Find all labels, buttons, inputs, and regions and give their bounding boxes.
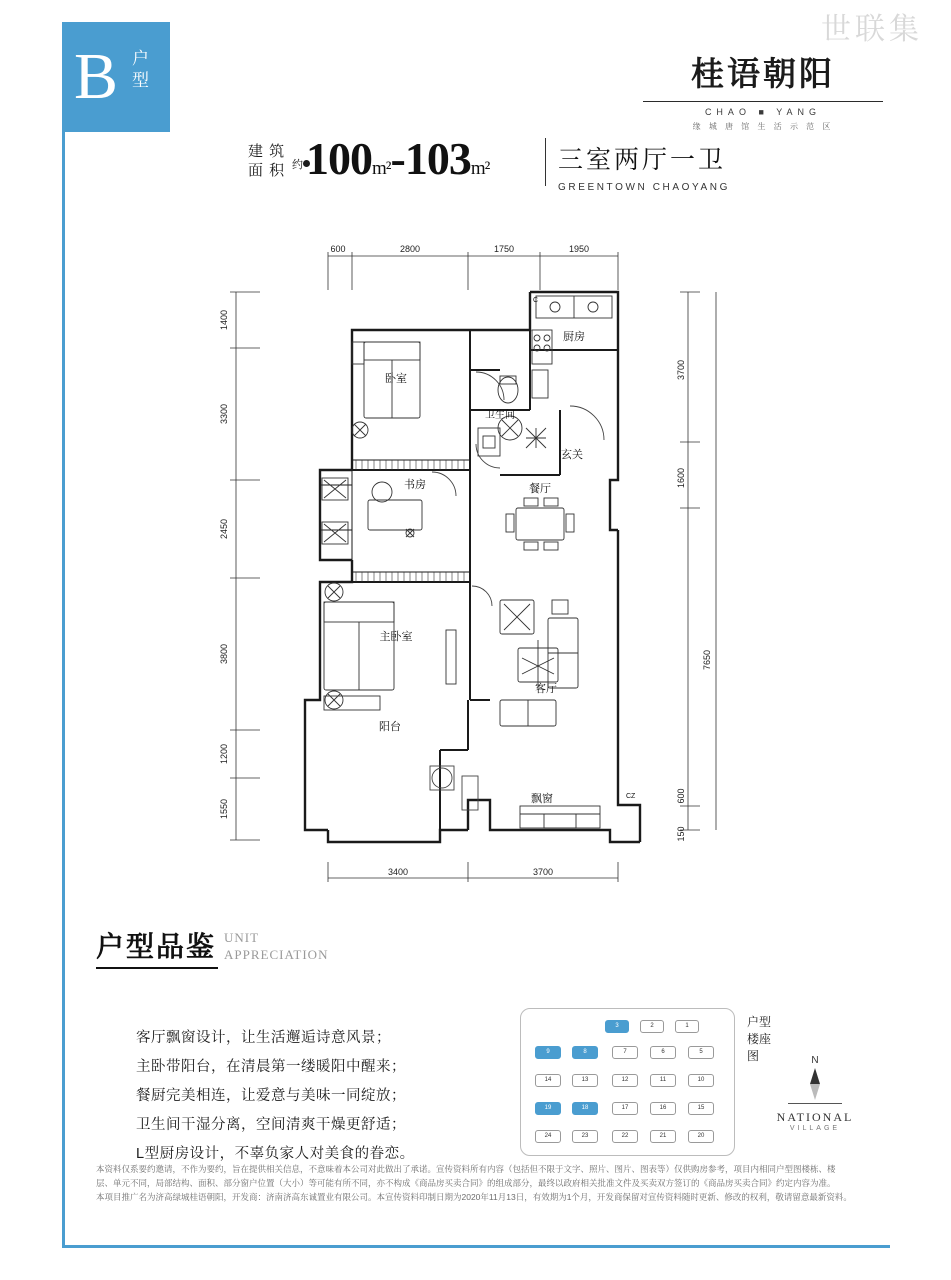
site-unit[interactable]: 13	[572, 1074, 598, 1087]
site-unit[interactable]: 24	[535, 1130, 561, 1143]
dim-right-4: 600	[676, 788, 686, 804]
site-unit[interactable]: 2	[640, 1020, 664, 1033]
room-label-master: 主卧室	[379, 631, 413, 643]
dim-top-2: 2800	[399, 244, 421, 254]
dim-left-4: 3800	[219, 643, 229, 665]
dim-left-1: 1400	[219, 309, 229, 331]
bullet-item: 客厅飘窗设计，让生活邂逅诗意风景；	[136, 1030, 391, 1046]
site-unit[interactable]: 22	[612, 1130, 638, 1143]
watermark-text: 世联集	[821, 13, 923, 46]
left-accent-rule	[62, 132, 65, 1247]
compass-divider	[788, 1103, 842, 1104]
site-unit[interactable]: 21	[650, 1130, 676, 1143]
appreciation-bullets	[96, 1024, 556, 1169]
dim-top-3: 1750	[493, 244, 515, 254]
site-unit[interactable]: 20	[688, 1130, 714, 1143]
unit-type-badge	[62, 22, 170, 132]
area-approx: 约	[292, 156, 310, 172]
brand-logo	[633, 48, 893, 132]
disclaimer-line: 本项目推广名为济高绿城桂语朝阳，开发商：济南济高东诚置业有限公司。本宣传资料印制日期为2020年11月13日，有效期为1个月，开发商保留对宣传资料随时更新、修改的权利，敬请留意最新资料。	[96, 1192, 852, 1202]
layout-text	[558, 140, 730, 193]
dim-top-4: 1950	[568, 244, 590, 254]
compass-north-label: N	[811, 1055, 819, 1066]
mark-cz: CZ	[626, 793, 636, 800]
site-unit[interactable]: 17	[612, 1102, 638, 1115]
site-unit[interactable]: 15	[688, 1102, 714, 1115]
site-unit[interactable]: 1	[675, 1020, 699, 1033]
dim-right-2: 1600	[676, 467, 686, 489]
dim-top-1: 600	[330, 244, 346, 254]
unit-type-label: 户型	[132, 49, 150, 90]
bullet-item: L型厨房设计，不辜负家人对美食的眷恋。	[136, 1146, 415, 1162]
room-label-kitchen: 厨房	[563, 331, 585, 343]
room-label-dining: 餐厅	[529, 483, 551, 495]
dim-left-6: 1550	[219, 798, 229, 820]
site-unit[interactable]: 3	[605, 1020, 629, 1033]
dim-left-2: 3300	[219, 403, 229, 425]
site-unit[interactable]: 23	[572, 1130, 598, 1143]
site-unit[interactable]: 11	[650, 1074, 676, 1087]
disclaimer	[96, 1162, 886, 1204]
room-label-bedroom: 卧室	[385, 373, 407, 385]
dim-bottom-1: 3400	[387, 867, 409, 877]
floorplan	[200, 230, 760, 890]
site-unit[interactable]: 12	[612, 1074, 638, 1087]
mark-c: C	[533, 297, 539, 304]
site-plan-label: 户型楼座图	[747, 1015, 772, 1063]
title-divider	[545, 138, 546, 186]
site-unit[interactable]: 8	[572, 1046, 598, 1059]
site-unit[interactable]: 6	[650, 1046, 676, 1059]
brand-name-cn: 桂语朝阳	[691, 57, 835, 93]
logo-divider	[643, 101, 883, 102]
dim-right-3: 7650	[702, 649, 712, 671]
brand-name-en: CHAO ■ YANG	[704, 107, 822, 117]
bullet-item: 主卧带阳台，在清晨第一缕暖阳中醒来；	[136, 1059, 406, 1075]
unit-type-letter: B	[74, 40, 119, 113]
appreciation-heading	[96, 925, 329, 965]
area-value: 100m²-103m²	[306, 133, 490, 184]
compass-logo	[770, 1055, 860, 1132]
dim-bottom-2: 3700	[532, 867, 554, 877]
site-unit[interactable]: 9	[535, 1046, 561, 1059]
site-unit[interactable]: 16	[650, 1102, 676, 1115]
brand-sub-en: 缘 城 唐 馆 生 活 示 范 区	[692, 122, 834, 131]
compass-needle-icon	[810, 1068, 820, 1084]
room-label-bathroom: 卫生间	[485, 410, 515, 421]
compass-name-2: VILLAGE	[789, 1125, 841, 1132]
site-unit[interactable]: 7	[612, 1046, 638, 1059]
dim-left-3: 2450	[219, 518, 229, 540]
bullet-item: 餐厨完美相连，让爱意与美味一同绽放；	[136, 1088, 406, 1104]
site-unit[interactable]: 19	[535, 1102, 561, 1115]
site-plan	[520, 1008, 772, 1156]
room-label-bay-window: 飘窗	[531, 793, 553, 805]
compass-name-1: NATIONAL	[776, 1110, 854, 1124]
floorplan-drawing	[200, 230, 760, 890]
appreciation-underline	[96, 967, 218, 969]
compass-needle-shadow-icon	[810, 1084, 820, 1100]
area-title-row	[248, 133, 848, 198]
disclaimer-line: 本资料仅系要约邀请，不作为要约，旨在提供相关信息，不意味着本公司对此做出了承诺。宣传资料所有内容（包括但不限于文字、照片、图片、图表等）仅供购房参考，项目内相同户型图楼栋、楼	[96, 1164, 836, 1174]
appreciation-title-cn: 户型品鉴	[96, 932, 217, 963]
bullet-item: 卫生间干湿分离，空间清爽干燥更舒适；	[136, 1117, 406, 1133]
disclaimer-line: 层、单元不同，局部结构、面积、部分窗户位置（大小）等可能有所不同，亦不构成《商品房买卖合同》的组成部分，最终以政府相关批准文件及买卖双方签订的《商品房买卖合同》约定内容为准。	[96, 1178, 836, 1188]
room-label-balcony: 阳台	[379, 721, 401, 733]
site-unit[interactable]: 10	[688, 1074, 714, 1087]
site-unit[interactable]: 18	[572, 1102, 598, 1115]
room-label-entry: 玄关	[561, 449, 583, 461]
dim-left-5: 1200	[219, 743, 229, 765]
bottom-accent-rule	[62, 1245, 890, 1248]
layout-en: GREENTOWN CHAOYANG	[558, 182, 730, 193]
room-label-study: 书房	[404, 479, 426, 491]
layout-cn: 三室两厅一卫	[558, 147, 727, 174]
area-label: 建 筑 面 积	[248, 143, 286, 179]
site-unit[interactable]: 5	[688, 1046, 714, 1059]
appreciation-title-en: UNIT APPRECIATION	[224, 930, 329, 962]
room-label-living: 客厅	[535, 683, 557, 695]
site-unit[interactable]: 14	[535, 1074, 561, 1087]
dim-right-5: 150	[676, 826, 686, 842]
dim-right-1: 3700	[676, 359, 686, 381]
